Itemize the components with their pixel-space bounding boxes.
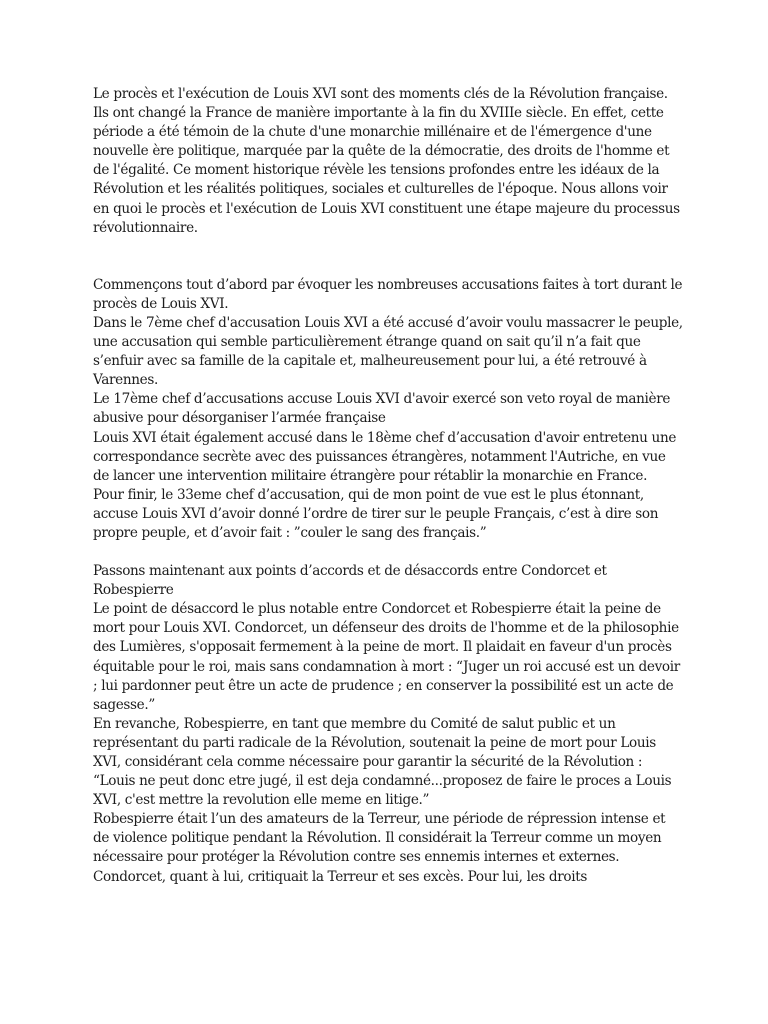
condorcet-robespierre-intro: Passons maintenant aux points d’accords et de désaccords entre Condorcet et Robespierre	[93, 563, 607, 599]
accusation-33: Pour finir, le 33eme chef d’accusation, qui de mon point de vue est le plus étonnant, accuse Louis XVI d’avoir donné l’ordre de tirer sur le peuple Français, c’est à dire son propre peuple, et d’avoir fait : ”couler le sang des français.”	[93, 486, 659, 541]
accusations-intro: Commençons tout d’abord par évoquer les nombreuses accusations faites à tort durant le procès de Louis XVI.	[93, 276, 683, 312]
section-spacer	[93, 238, 683, 276]
condorcet-paragraph: Le point de désaccord le plus notable entre Condorcet et Robespierre était la peine de mort pour Louis XVI. Condorcet, un défenseur des droits de l'homme et de la philosophie des Lumières, s'opposait fermement à la peine de mort. Il plaidait en faveur d'un procès équitable pour le roi, mais sans condamnation à mort : “Juger un roi accusé est un devoir ; lui pardonner peut être un acte de prudence ; en conserver la possibilité est un acte de sagesse.”	[93, 601, 680, 713]
accusation-7: Dans le 7ème chef d'accusation Louis XVI a été accusé d’avoir voulu massacrer le peuple, une accusation qui semble particulièrement étrange quand on sait qu’il n’a fait que s’enfuir avec sa famille de la capitale et, malheureusement pour lui, a été retrouvé à Varennes.	[93, 314, 683, 389]
section-spacer	[93, 543, 683, 562]
accusation-18: Louis XVI était également accusé dans le 18ème chef d’accusation d'avoir entretenu une correspondance secrète avec des puissances étrangères, notamment l'Autriche, en vue de lancer une intervention militaire étrangère pour rétablir la monarchie en France.	[93, 429, 677, 484]
document-body	[93, 85, 683, 887]
terreur-paragraph: Robespierre était l’un des amateurs de la Terreur, une période de répression intense et de violence politique pendant la Révolution. Il considérait la Terreur comme un moyen nécessaire pour protéger la Révolution contre ses ennemis internes et externes. Condorcet, quant à lui, critiquait la Terreur et ses excès. Pour lui, les droits	[93, 811, 666, 885]
accusation-17: Le 17ème chef d’accusations accuse Louis XVI d'avoir exercé son veto royal de manière abusive pour désorganiser l’armée française	[93, 391, 671, 427]
robespierre-paragraph: En revanche, Robespierre, en tant que membre du Comité de salut public et un représentant du parti radicale de la Révolution, soutenait la peine de mort pour Louis XVI, considérant cela comme nécessaire pour garantir la sécurité de la Révolution : “Louis ne peut donc etre jugé, il est deja condamné...proposez de faire le proces a Louis XVI, c'est mettre la revolution elle meme en litige.”	[93, 715, 672, 809]
intro-paragraph: Le procès et l'exécution de Louis XVI sont des moments clés de la Révolution française. Ils ont changé la France de manière importante à la fin du XVIIIe siècle. En effet, cette période a été témoin de la chute d'une monarchie millénaire et de l'émergence d'une nouvelle ère politique, marquée par la quête de la démocratie, des droits de l'homme et de l'égalité. Ce moment historique révèle les tensions profondes entre les idéaux de la Révolution et les réalités politiques, sociales et culturelles de l'époque. Nous allons voir en quoi le procès et l'exécution de Louis XVI constituent une étape majeure du processus révolutionnaire.	[93, 86, 680, 236]
